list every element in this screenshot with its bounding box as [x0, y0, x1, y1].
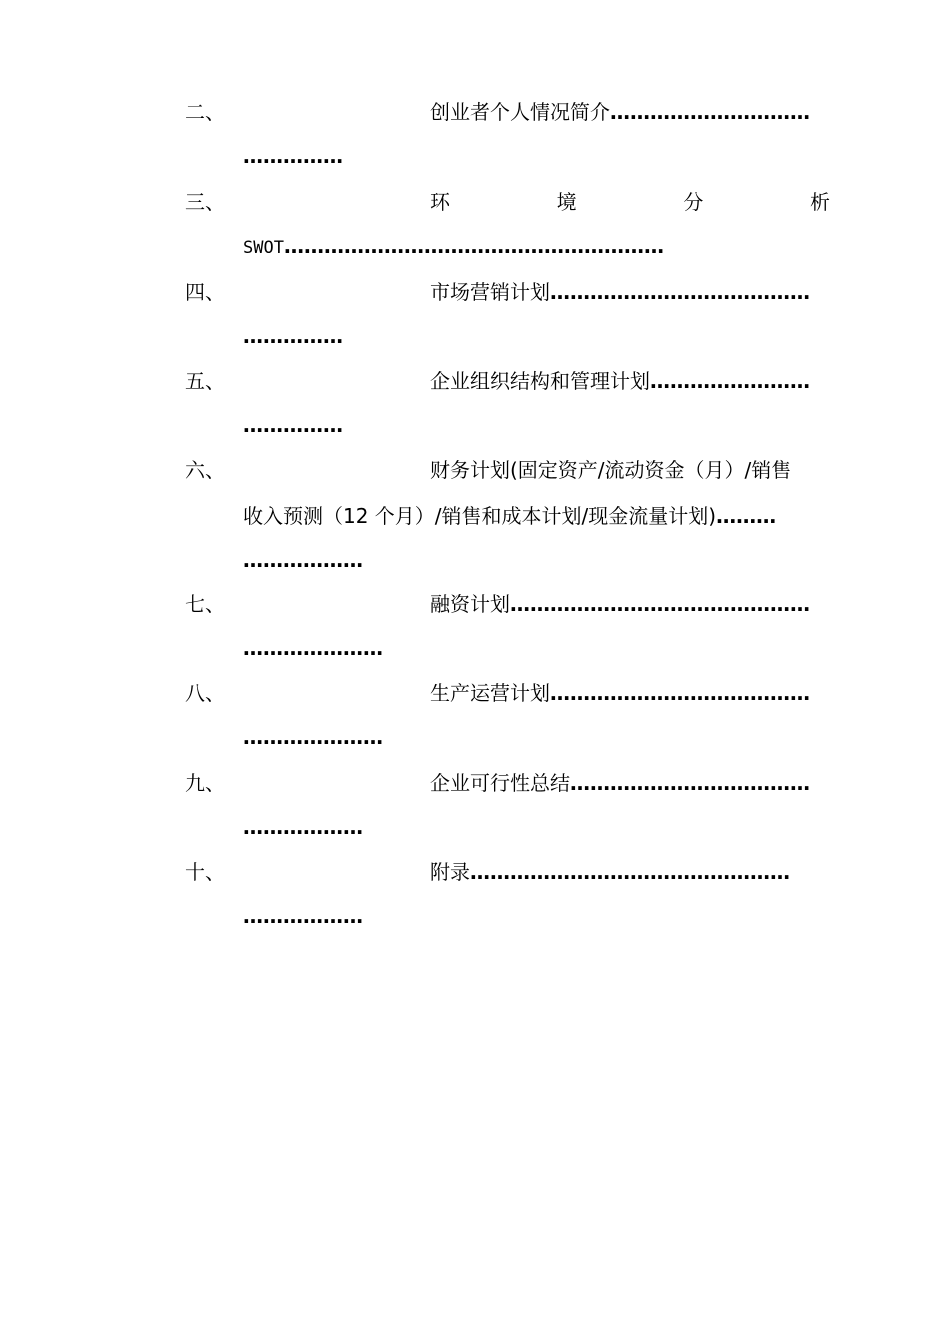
toc-number: 七、: [185, 592, 225, 616]
toc-leader-dots: ……………: [243, 324, 343, 348]
toc-title-char: 分: [683, 190, 704, 214]
toc-title-char: 析: [809, 190, 830, 214]
toc-title: 生产运营计划: [430, 681, 550, 705]
toc-title-line: [430, 592, 830, 616]
toc-title-line: [430, 369, 830, 393]
toc-leader-dots: ……………………: [650, 369, 810, 393]
toc-title: 融资计划: [430, 592, 510, 616]
toc-leader-dots: ………………………………………: [510, 592, 810, 616]
toc-title: 企业组织结构和管理计划: [430, 369, 650, 393]
toc-continuation-line: [243, 815, 833, 839]
toc-continuation-text: SWOT: [243, 238, 284, 258]
toc-continuation-line: [243, 144, 833, 168]
toc-number: 六、: [185, 458, 225, 482]
toc-continuation-line: [243, 636, 833, 660]
toc-title: 附录: [430, 860, 470, 884]
toc-title-line: [430, 190, 830, 214]
toc-title: 市场营销计划: [430, 280, 550, 304]
toc-title: 财务计划(固定资产/流动资金（月）/销售: [430, 458, 792, 482]
toc-title-line: [430, 771, 830, 795]
toc-leader-dots: …………………………………: [550, 280, 810, 304]
toc-leader-dots: ………………: [243, 815, 363, 839]
toc-leader-dots: ………………………………: [570, 771, 810, 795]
toc-number: 十、: [185, 860, 225, 884]
toc-title-line: [430, 681, 830, 705]
toc-continuation-line: [243, 324, 833, 348]
toc-leader-dots: …………………………………………: [470, 860, 790, 884]
toc-number: 三、: [185, 190, 225, 214]
toc-number: 五、: [185, 369, 225, 393]
toc-number: 九、: [185, 771, 225, 795]
toc-continuation-line: [243, 725, 833, 749]
toc-continuation-line: [243, 504, 833, 528]
toc-continuation-line: [243, 904, 833, 928]
toc-title-char: 环: [430, 190, 450, 214]
toc-leader-dots: ………………: [243, 548, 363, 572]
toc-leader-dots: …………………………………: [550, 681, 810, 705]
toc-leader-dots: ……………: [243, 144, 343, 168]
toc-continuation-text: 收入预测（12 个月）/销售和成本计划/现金流量计划): [243, 504, 717, 528]
toc-leader-dots: …………………………: [610, 100, 810, 124]
toc-leader-dots: ………: [716, 504, 777, 528]
toc-number: 八、: [185, 681, 225, 705]
toc-continuation-line: [243, 413, 833, 437]
toc-continuation-line: [243, 234, 833, 260]
toc-title-line: [430, 100, 830, 124]
toc-title: 创业者个人情况简介: [430, 100, 610, 124]
toc-number: 四、: [185, 280, 225, 304]
toc-leader-dots: …………………………………………………: [283, 234, 664, 258]
toc-title-char: 境: [556, 190, 577, 214]
toc-leader-dots: ……………: [243, 413, 343, 437]
toc-leader-dots: …………………: [243, 725, 383, 749]
toc-title-line: [430, 280, 830, 304]
toc-leader-dots: …………………: [243, 636, 383, 660]
toc-title-line: [430, 458, 830, 482]
toc-number: 二、: [185, 100, 225, 124]
toc-title: 企业可行性总结: [430, 771, 570, 795]
toc-leader-dots: ………………: [243, 904, 363, 928]
toc-title-line: [430, 860, 830, 884]
toc-continuation-line: [243, 548, 833, 572]
